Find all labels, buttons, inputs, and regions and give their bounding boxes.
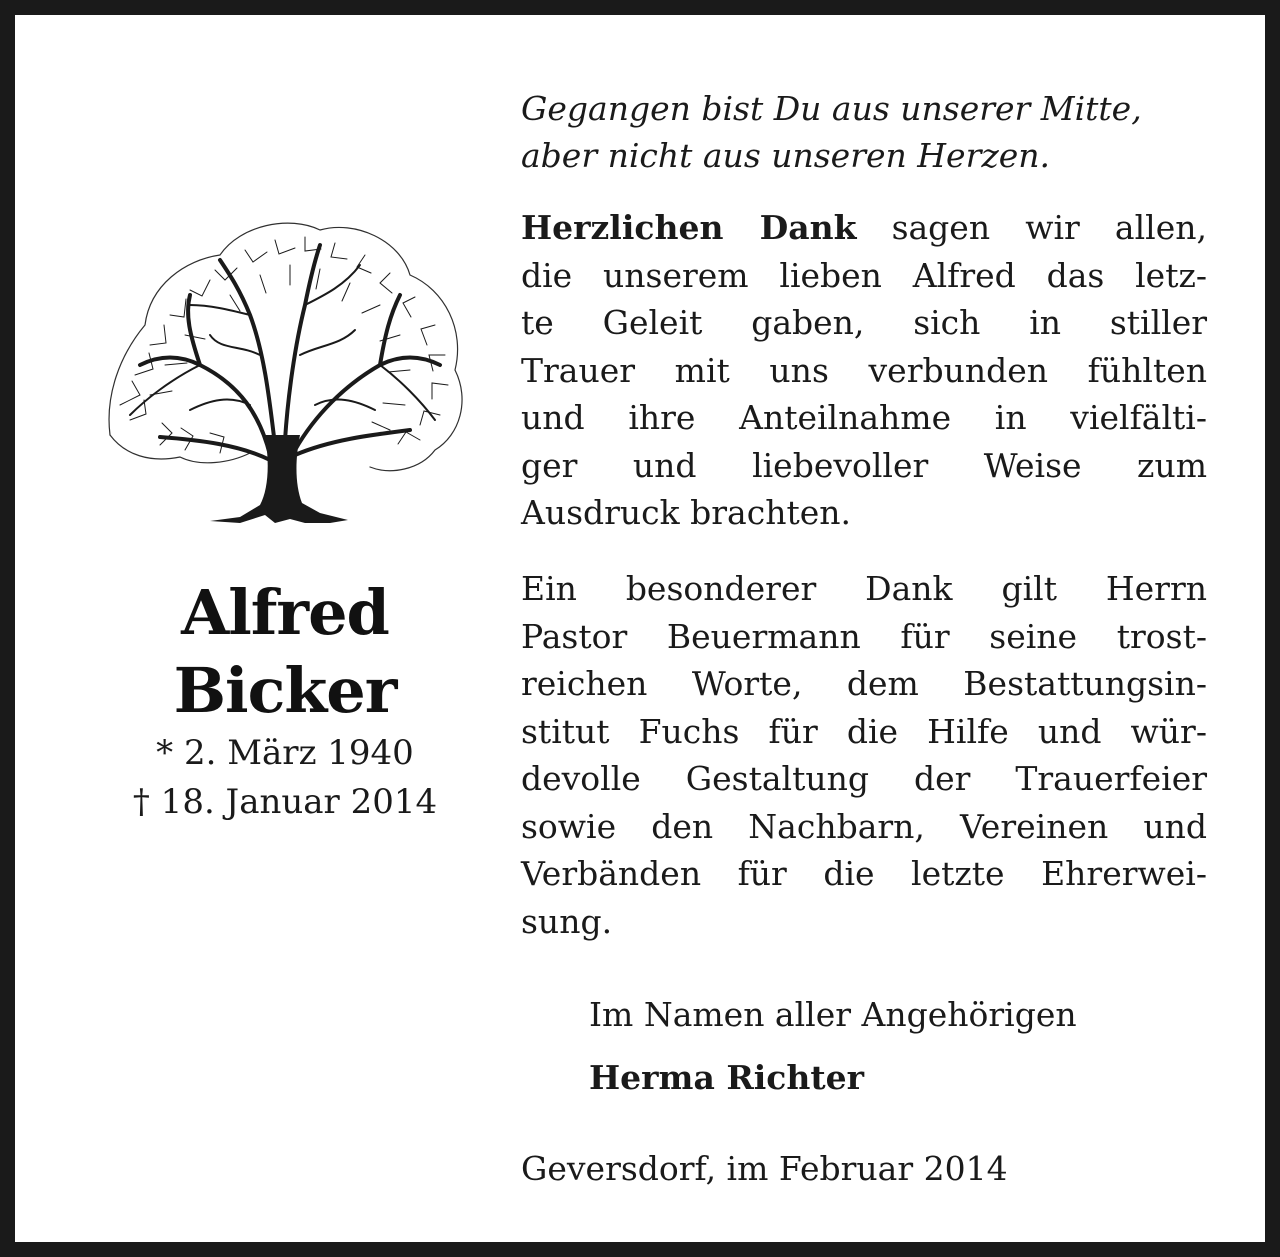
paragraph-line: ger und liebevoller Weise zum: [521, 445, 1207, 485]
paragraph-line: Pastor Beuermann für seine trost-: [521, 616, 1207, 656]
paragraph-line: devolle Gestaltung der Trauerfeier: [521, 759, 1207, 798]
thanks-lead-rest: sagen wir allen,: [856, 208, 1207, 247]
first-name: Alfred: [181, 576, 389, 649]
tree-icon: [90, 205, 475, 535]
death-date: † 18. Januar 2014: [132, 782, 438, 822]
special-thanks-paragraph: [521, 565, 1207, 945]
place-date: Geversdorf, im Februar 2014: [521, 1149, 1008, 1188]
paragraph-line: Verbänden für die letzte Ehrerwei-: [521, 854, 1207, 893]
thanks-paragraph: [521, 204, 1207, 537]
paragraph-line: Ein besonderer Dank gilt Herrn: [521, 569, 1207, 608]
signature-name: Herma Richter: [589, 1058, 865, 1097]
birth-date: * 2. März 1940: [156, 733, 414, 773]
paragraph-line: reichen Worte, dem Bestattungsin-: [521, 664, 1207, 703]
thanks-lead-bold: Herzlichen Dank: [521, 208, 857, 247]
paragraph-line: die unserem lieben Alfred das letz-: [521, 255, 1207, 295]
paragraph-line: te Geleit gaben, sich in stiller: [521, 303, 1207, 342]
paragraph-line: stitut Fuchs für die Hilfe und wür-: [521, 711, 1207, 751]
paragraph-line: Ausdruck brachten.: [521, 493, 851, 532]
last-name: Bicker: [173, 654, 397, 727]
paragraph-line: Trauer mit uns verbunden fühlten: [521, 350, 1207, 390]
paragraph-line: und ihre Anteilnahme in vielfälti-: [521, 398, 1207, 437]
thanks-lead-line: [521, 204, 1207, 252]
motto-line: aber nicht aus unseren Herzen.: [521, 136, 1050, 175]
motto: [521, 85, 1211, 179]
paragraph-line: sowie den Nachbarn, Vereinen und: [521, 806, 1207, 846]
signature-intro: Im Namen aller Angehörigen: [589, 995, 1077, 1034]
paragraph-line: sung.: [521, 901, 613, 941]
motto-line: Gegangen bist Du aus unserer Mitte,: [521, 89, 1142, 128]
